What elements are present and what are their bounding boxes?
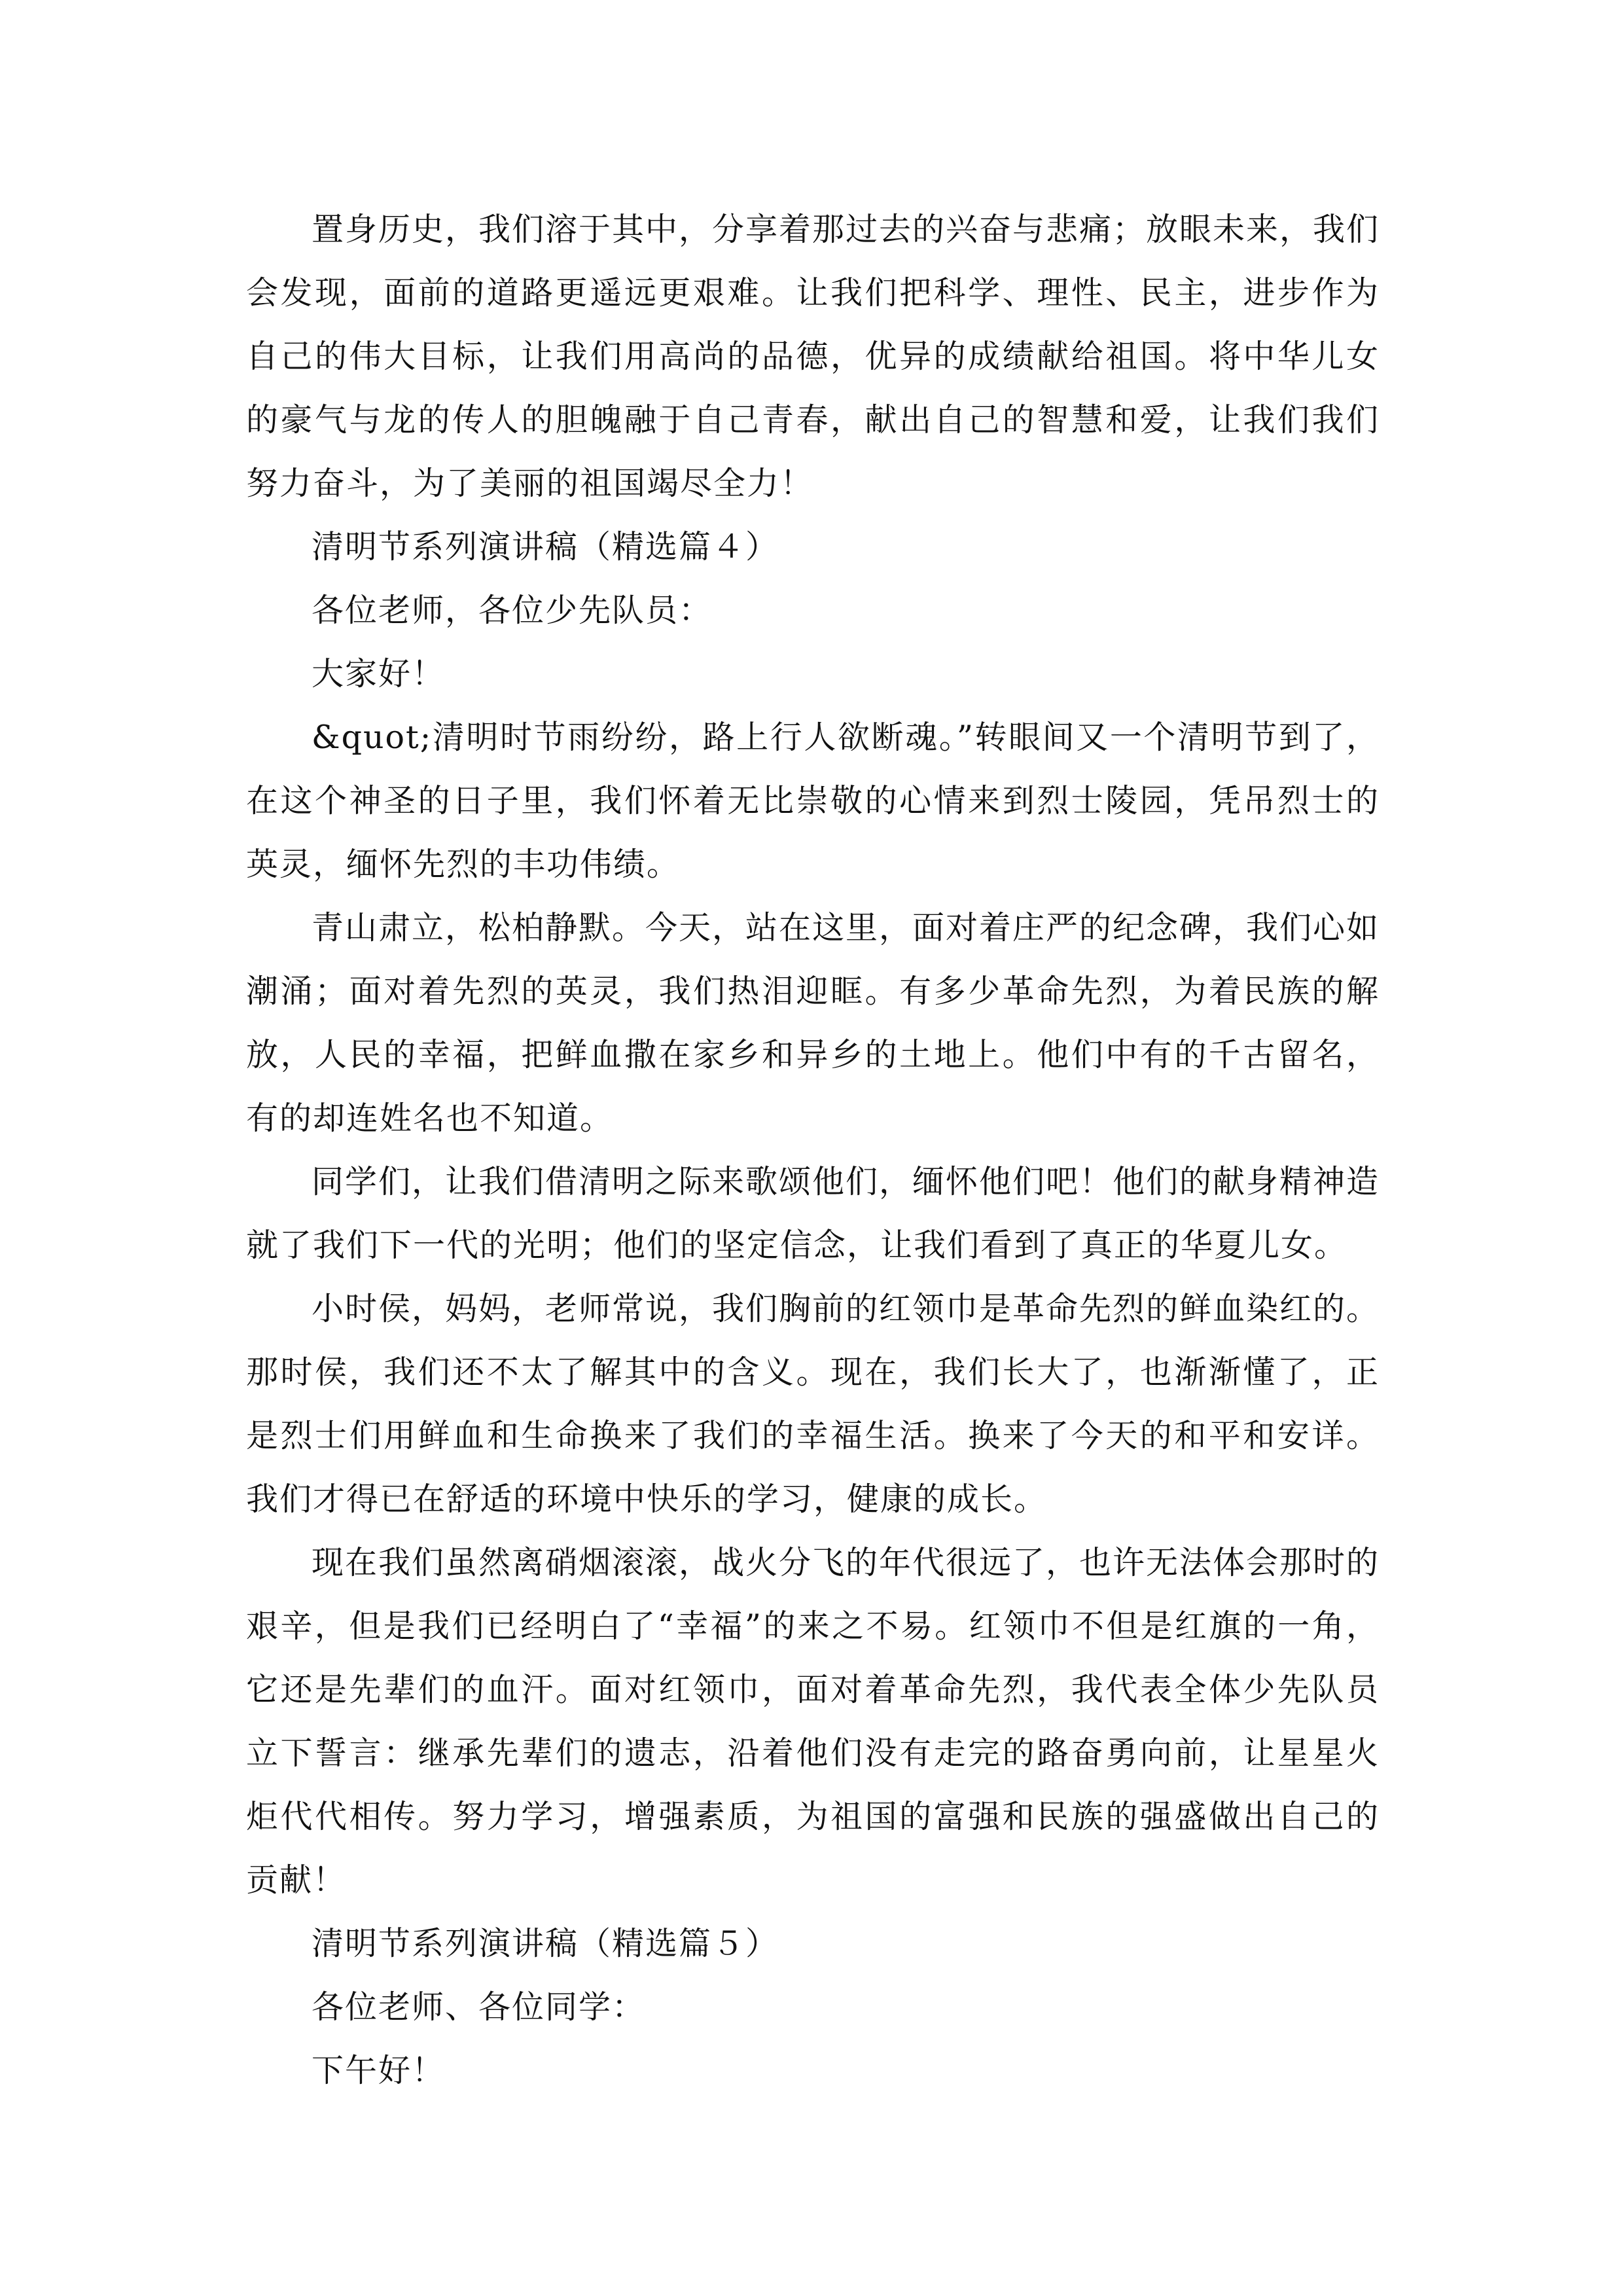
heading-speech-4: 清明节系列演讲稿（精选篇４） xyxy=(312,528,779,565)
heading-speech-5: 清明节系列演讲稿（精选篇５） xyxy=(312,1925,779,1962)
greeting-good-afternoon: 下午好！ xyxy=(312,2052,446,2089)
paragraph-classmates: 同学们，让我们借清明之际来歌颂他们，缅怀他们吧！他们的献身精神造就了我们下一代的光明；他们的坚定信念，让我们看到了真正的华夏儿女。 xyxy=(246,1163,1380,1264)
salutation-teachers-classmates: 各位老师、各位同学： xyxy=(312,1988,646,2026)
document-body xyxy=(246,198,1380,2102)
greeting-hello-everyone: 大家好！ xyxy=(312,655,446,692)
salutation-teachers-pioneers: 各位老师，各位少先队员： xyxy=(312,592,713,629)
paragraph-childhood: 小时侯，妈妈，老师常说，我们胸前的红领巾是革命先烈的鲜血染红的。那时侯，我们还不太了解其中的含义。现在，我们长大了，也渐渐懂了，正是烈士们用鲜血和生命换来了我们的幸福生活。换来了今天的和平和安详。我们才得已在舒适的环境中快乐的学习，健康的成长。 xyxy=(246,1290,1380,1518)
paragraph-green-mountains: 青山肃立，松柏静默。今天，站在这里，面对着庄严的纪念碑，我们心如潮涌；面对着先烈的英灵，我们热泪迎眶。有多少革命先烈，为着民族的解放，人民的幸福，把鲜血撒在家乡和异乡的土地上。他们中有的千古留名，有的却连姓名也不知道。 xyxy=(246,909,1380,1137)
paragraph-history-future: 置身历史，我们溶于其中，分享着那过去的兴奋与悲痛；放眼未来，我们会发现，面前的道路更遥远更艰难。让我们把科学、理性、民主，进步作为自己的伟大目标，让我们用高尚的品德，优异的成绩献给祖国。将中华儿女的豪气与龙的传人的胆魄融于自己青春，献出自己的智慧和爱，让我们我们努力奋斗，为了美丽的祖国竭尽全力！ xyxy=(246,211,1380,502)
paragraph-qingming-poem: &quot;清明时节雨纷纷，路上行人欲断魂。”转眼间又一个清明节到了，在这个神圣的日子里，我们怀着无比崇敬的心情来到烈士陵园，凭吊烈士的英灵，缅怀先烈的丰功伟绩。 xyxy=(246,719,1380,883)
paragraph-red-scarf: 现在我们虽然离硝烟滚滚，战火分飞的年代很远了，也许无法体会那时的艰辛，但是我们已经明白了“幸福”的来之不易。红领巾不但是红旗的一角，它还是先辈们的血汗。面对红领巾，面对着革命先烈，我代表全体少先队员立下誓言：继承先辈们的遗志，沿着他们没有走完的路奋勇向前，让星星火炬代代相传。努力学习，增强素质，为祖国的富强和民族的强盛做出自己的贡献！ xyxy=(246,1544,1380,1899)
